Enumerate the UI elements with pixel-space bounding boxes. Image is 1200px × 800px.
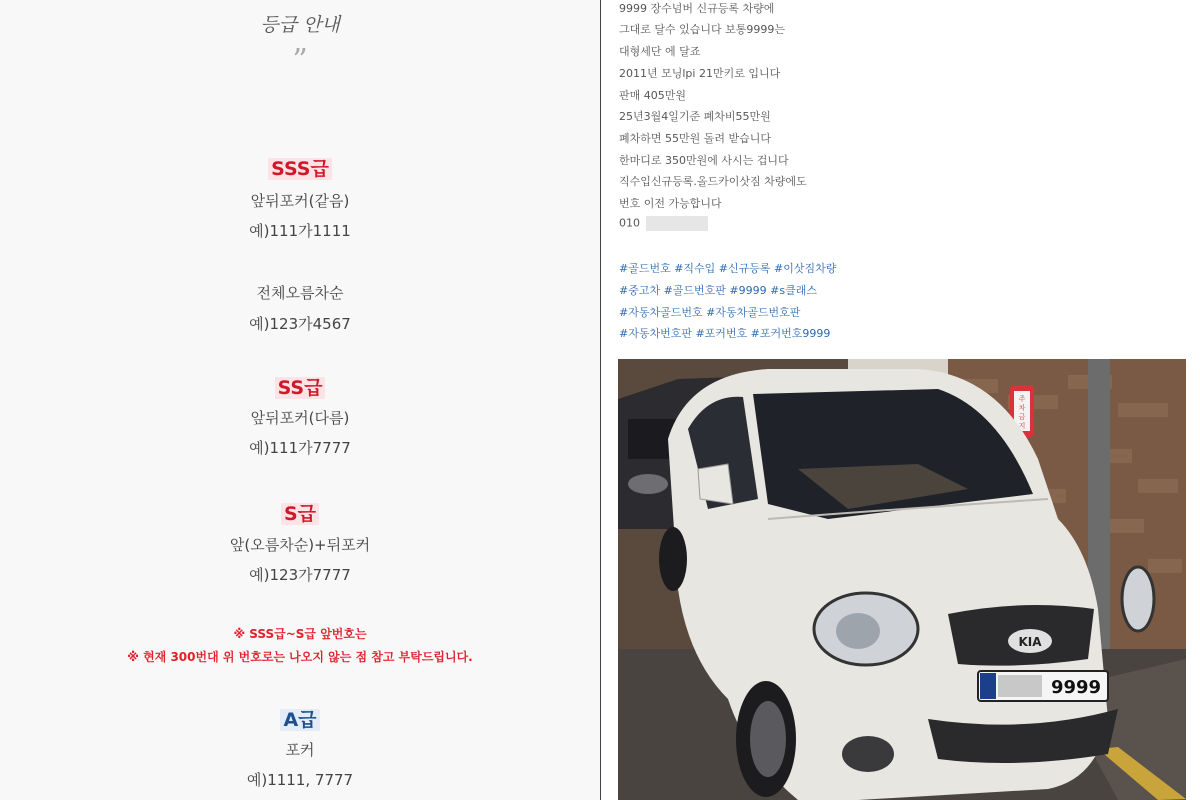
grade-sss-example-2: 예)123가4567 (249, 315, 351, 333)
grade-s-desc: 앞(오름차순)+뒤포커 (229, 536, 371, 554)
post-line: 한마디로 350만원에 사시는 겁니다 (619, 154, 789, 167)
post-panel (601, 0, 1200, 800)
grade-ss-desc: 앞뒤포커(다름) (250, 409, 350, 427)
post-line: 9999 장수넘버 신규등록 차량에 (619, 2, 775, 15)
grade-sss-desc-2: 전체오름차순 (256, 284, 344, 302)
grade-ss-example: 예)111가7777 (249, 439, 351, 457)
post-line: 폐차하면 55만원 돌려 받습니다 (619, 132, 771, 145)
notice-line-1: ※ SSS급~S급 앞번호는 (233, 627, 367, 641)
grade-sss-desc-1: 앞뒤포커(같음) (250, 192, 350, 210)
post-line: 25년3월4일기준 폐차비55만원 (619, 110, 771, 123)
sign-char: 주 (1018, 395, 1026, 403)
grade-ss-title: SS급 (0, 373, 600, 400)
quote-mark-icon: ” (292, 43, 308, 78)
grade-sss-example-1: 예)111가1111 (249, 222, 351, 240)
grade-s-title: S급 (0, 499, 600, 526)
phone-number (619, 216, 708, 231)
hashtag-line[interactable]: #골드번호 #직수입 #신규등록 #이삿짐차량 (619, 262, 837, 275)
post-line: 판매 405만원 (619, 89, 686, 102)
grade-s-example: 예)123가7777 (249, 566, 351, 584)
car-illustration (618, 359, 1186, 800)
post-line: 직수입신규등록.올드카이삿짐 차량에도 (619, 175, 807, 188)
phone-blur (646, 216, 708, 231)
plate-number: 9999 (1050, 677, 1102, 698)
sign-char: 차 (1018, 404, 1026, 412)
guide-title: 등급 안내 (260, 14, 340, 36)
post-line: 그대로 달수 있습니다 보통9999는 (619, 23, 785, 36)
hashtag-line[interactable]: #자동차골드번호 #자동차골드번호판 (619, 306, 801, 319)
notice-line-2: ※ 현재 300번대 위 번호로는 나오지 않는 점 참고 부탁드립니다. (127, 650, 473, 664)
grade-a-example: 예)1111, 7777 (246, 771, 354, 789)
grade-a-desc: 포커 (285, 741, 315, 759)
hashtag-line[interactable]: #자동차번호판 #포커번호 #포커번호9999 (619, 327, 831, 340)
kia-logo: KIA (1018, 635, 1042, 649)
hashtag-line[interactable]: #중고차 #골드번호판 #9999 #s클래스 (619, 284, 817, 297)
sign-char: 금 (1018, 413, 1026, 421)
sign-char: 지 (1018, 422, 1026, 430)
post-line: 2011년 모닝lpi 21만키로 입니다 (619, 67, 781, 80)
car-photo[interactable] (618, 359, 1186, 800)
post-line: 대형세단 에 달죠 (619, 45, 701, 58)
post-line: 번호 이전 가능합니다 (619, 197, 722, 210)
grade-sss-title: SSS급 (0, 154, 600, 181)
phone-prefix: 010 (619, 216, 640, 230)
grade-a-title: A급 (0, 705, 600, 732)
